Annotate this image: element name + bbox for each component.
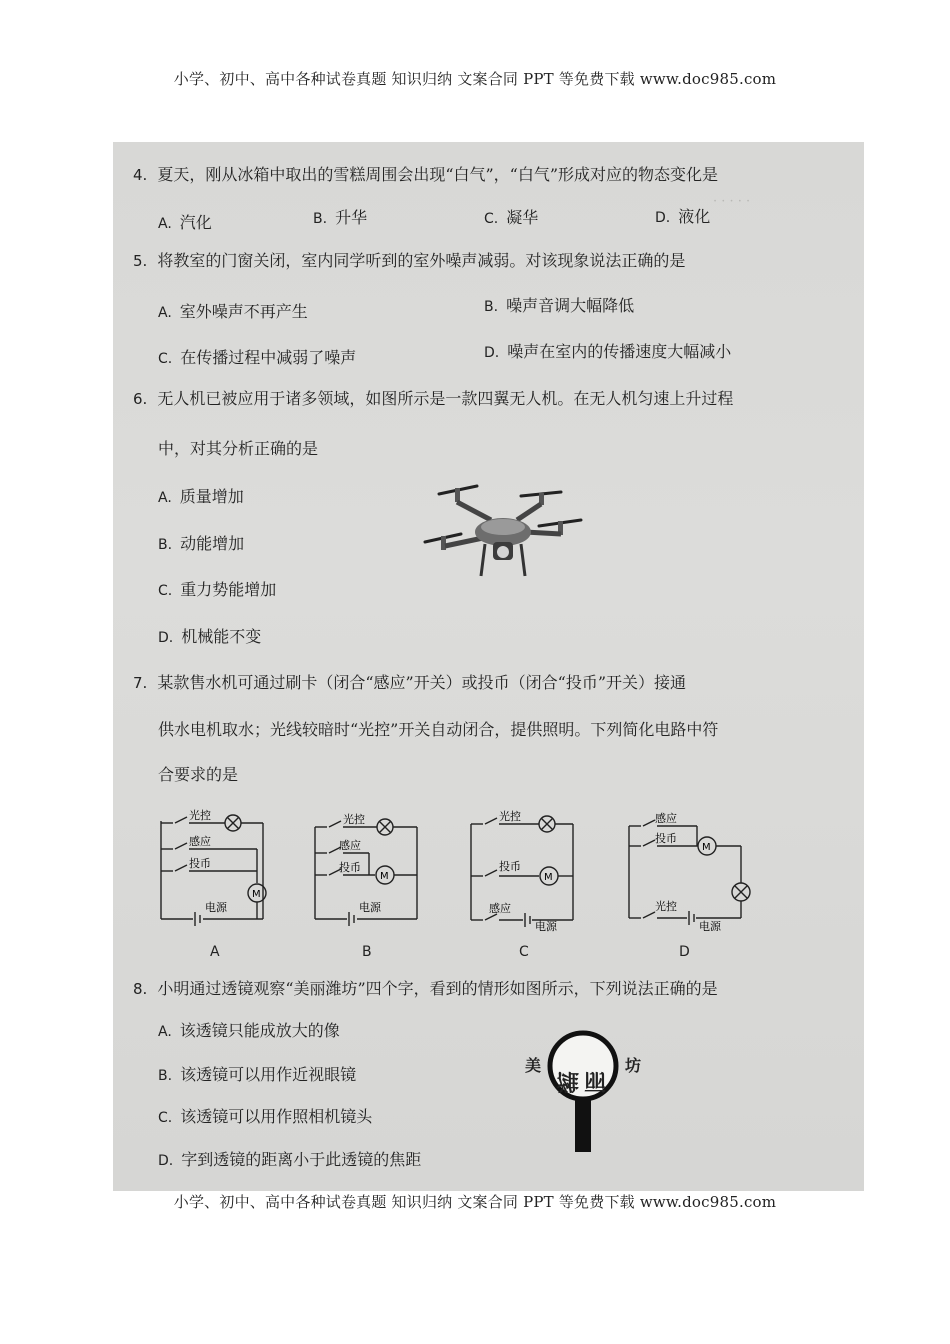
circuit-b-sense-label: 感应: [339, 839, 361, 852]
q5-option-d[interactable]: D. 噪声在室内的传播速度大幅减小: [484, 342, 732, 361]
circuit-b-motor-label: M: [380, 871, 389, 882]
circuit-a: [153, 807, 283, 932]
circuit-c-power-label: 电源: [535, 920, 557, 932]
circuit-b-label: B: [362, 944, 372, 960]
lens-figure: [521, 1030, 661, 1155]
circuit-a-coin-label: 投币: [189, 857, 211, 870]
q4-stem-text: 夏天，刚从冰箱中取出的雪糕周围会出现“白气”，“白气”形成对应的物态变化是: [157, 165, 719, 184]
q4-option-c[interactable]: C. 凝华: [484, 208, 539, 227]
lens-figure-char-1: 潍: [557, 1068, 580, 1093]
q6-option-b[interactable]: B. 动能增加: [158, 534, 245, 553]
circuit-c-label: C: [519, 944, 529, 960]
lens-figure-left-char: 美: [525, 1056, 542, 1075]
q8-option-b[interactable]: B. 该透镜可以用作近视眼镜: [158, 1065, 357, 1084]
bleed-through-text: · · · · ·: [713, 194, 751, 209]
q6-stem-line-1: 6. 无人机已被应用于诸多领域，如图所示是一款四翼无人机。在无人机匀速上升过程: [133, 389, 734, 408]
circuit-d-coin-label: 投币: [655, 832, 677, 845]
q5-option-c[interactable]: C. 在传播过程中减弱了噪声: [158, 348, 357, 367]
circuit-d: [621, 806, 751, 931]
circuit-a-light-label: 光控: [189, 809, 211, 822]
circuit-a-motor-label: M: [252, 889, 261, 900]
lens-figure-char-2: 丽: [584, 1068, 607, 1093]
circuit-c-light-label: 光控: [499, 810, 521, 823]
q4-option-d[interactable]: D. 液化: [655, 207, 711, 226]
q7-stem-line-3: 合要求的是: [158, 765, 239, 784]
q5-option-a[interactable]: A. 室外噪声不再产生: [158, 302, 308, 321]
q6-option-a[interactable]: A. 质量增加: [158, 487, 244, 506]
q5-stem: [133, 248, 685, 271]
q6-stem-line-2: 中，对其分析正确的是: [158, 439, 319, 458]
circuit-c-sense-label: 感应: [489, 902, 511, 915]
q8-stem-text: 小明通过透镜观察“美丽潍坊”四个字，看到的情形如图所示，下列说法正确的是: [157, 979, 718, 998]
q8-option-c[interactable]: C. 该透镜可以用作照相机镜头: [158, 1107, 373, 1126]
circuit-d-label: D: [679, 944, 690, 960]
circuit-b-light-label: 光控: [343, 813, 365, 826]
circuit-b: [309, 807, 429, 932]
q7-number: 7.: [133, 674, 148, 692]
q8-stem: [133, 976, 718, 999]
q7-stem-line-1: 7. 某款售水机可通过刷卡（闭合“感应”开关）或投币（闭合“投币”开关）接通: [133, 673, 687, 692]
circuit-c-coin-label: 投币: [499, 860, 521, 873]
scanned-page: [113, 142, 864, 1191]
circuit-d-power-label: 电源: [699, 920, 721, 931]
circuit-b-coin-label: 投币: [339, 861, 361, 874]
q4-option-b[interactable]: B. 升华: [313, 208, 368, 227]
q4-option-a[interactable]: A. 汽化: [158, 213, 212, 232]
q4-stem: [133, 162, 718, 185]
header-banner: 小学、初中、高中各种试卷真题 知识归纳 文案合同 PPT 等免费下载 www.doc985.com: [173, 70, 777, 88]
q6-number: 6.: [133, 390, 148, 408]
drone-figure: [421, 480, 586, 590]
circuit-d-light-label: 光控: [655, 900, 677, 913]
lens-handle: [575, 1100, 591, 1152]
circuit-b-power-label: 电源: [359, 901, 381, 914]
q6-option-c[interactable]: C. 重力势能增加: [158, 580, 277, 599]
circuit-c-motor-label: M: [544, 872, 553, 883]
footer-banner: 小学、初中、高中各种试卷真题 知识归纳 文案合同 PPT 等免费下载 www.doc985.com: [173, 1193, 777, 1211]
q4-number: 4.: [133, 166, 148, 184]
circuit-a-power-label: 电源: [205, 901, 227, 914]
q8-option-a[interactable]: A. 该透镜只能成放大的像: [158, 1021, 340, 1040]
circuit-d-motor-label: M: [702, 842, 711, 853]
circuit-a-label: A: [210, 944, 220, 960]
circuit-d-sense-label: 感应: [655, 812, 677, 825]
q5-stem-text: 将教室的门窗关闭，室内同学听到的室外噪声减弱。对该现象说法正确的是: [157, 251, 686, 270]
q5-number: 5.: [133, 252, 148, 270]
q8-option-d[interactable]: D. 字到透镜的距离小于此透镜的焦距: [158, 1150, 422, 1169]
circuit-c: [463, 804, 583, 932]
q5-option-b[interactable]: B. 噪声音调大幅降低: [484, 296, 635, 315]
lens-figure-right-char: 坊: [625, 1056, 642, 1075]
circuit-a-sense-label: 感应: [189, 835, 211, 848]
q8-number: 8.: [133, 980, 148, 998]
q6-option-d[interactable]: D. 机械能不变: [158, 627, 262, 646]
q7-stem-line-2: 供水电机取水；光线较暗时“光控”开关自动闭合，提供照明。下列简化电路中符: [158, 720, 719, 739]
